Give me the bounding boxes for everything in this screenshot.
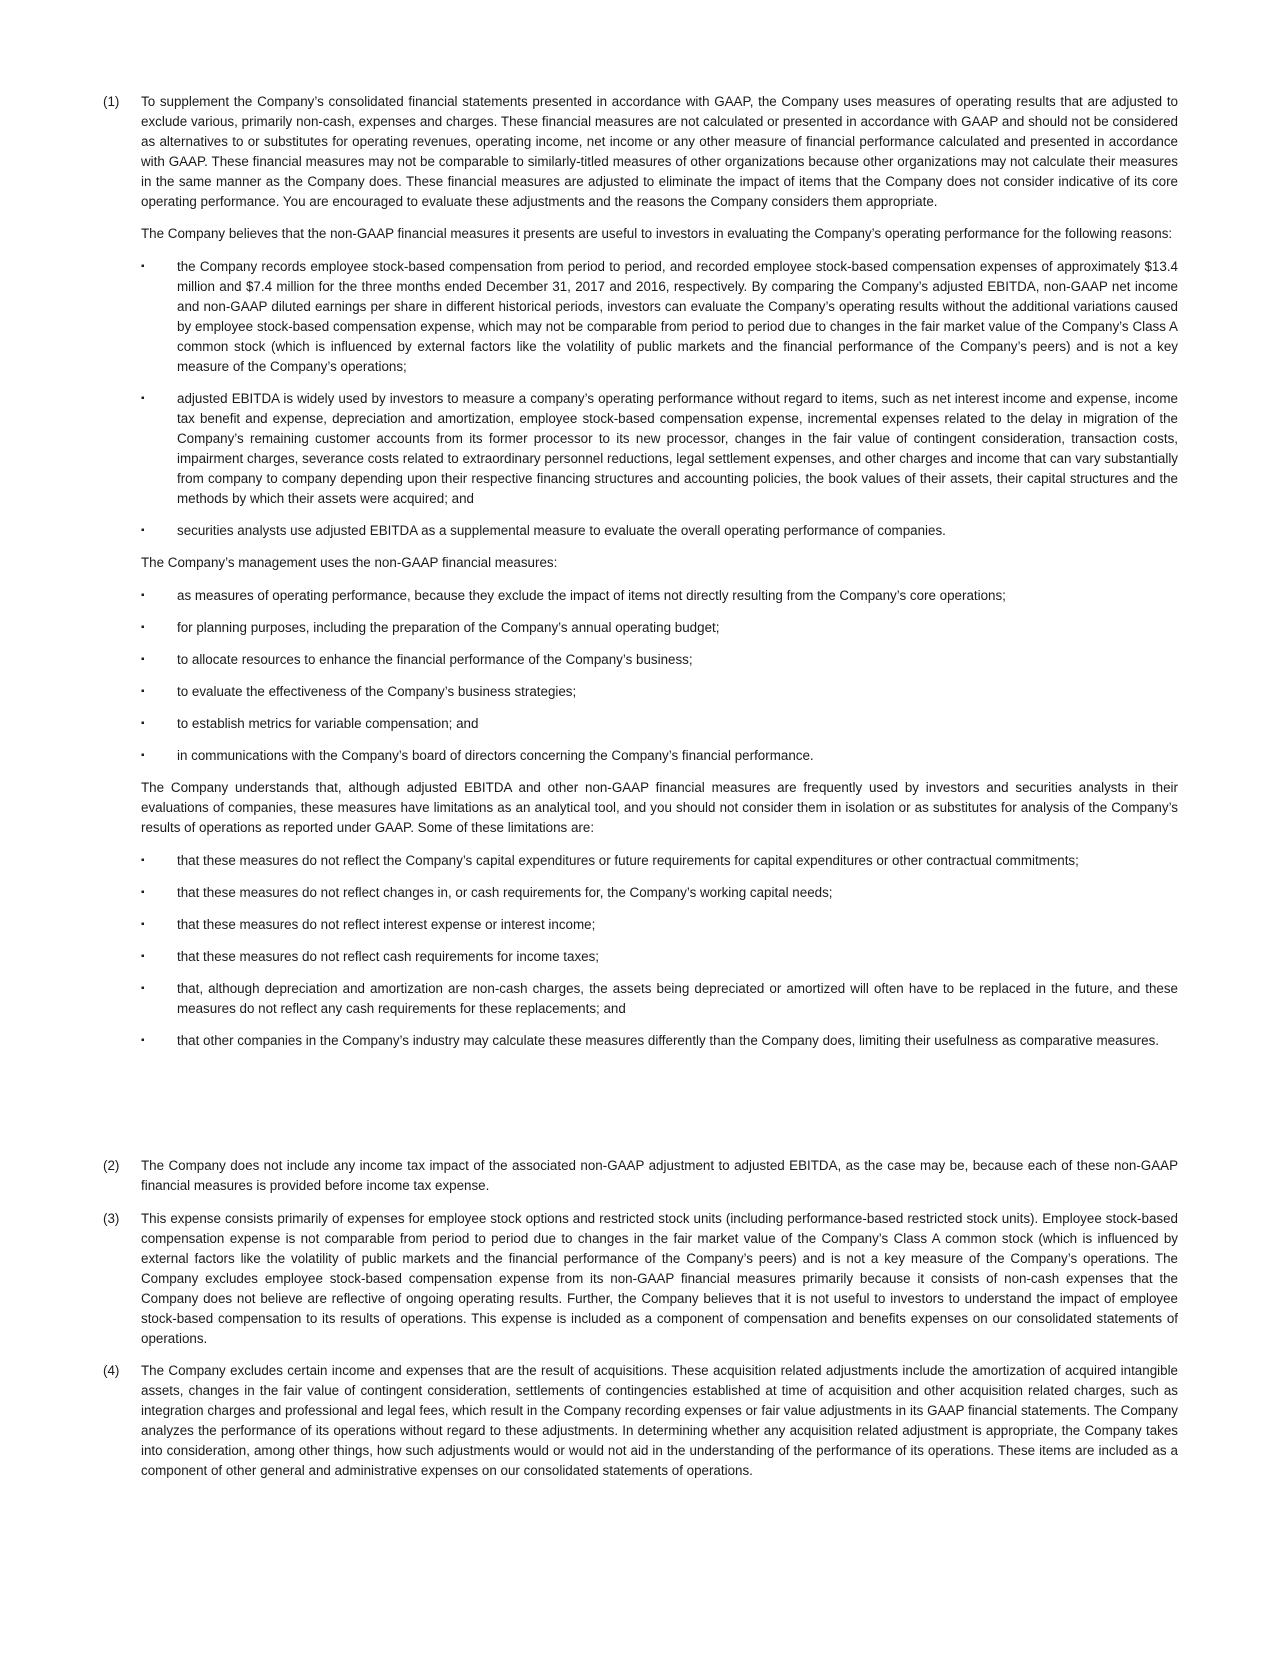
list-item: ▪ that these measures do not reflect cash requirements for income taxes;: [103, 947, 1178, 967]
bullet-icon: ▪: [141, 919, 145, 930]
footnote-number: (2): [103, 1158, 120, 1173]
footnote-3: [103, 1209, 1178, 1349]
list-item: ▪ that, although depreciation and amortization are non-cash charges, the assets being depreciated or amortized will often have to be replaced in the future, and these measures do not reflect any cash requirements for these replacements; and: [141, 981, 1178, 1016]
list-item: ▪ securities analysts use adjusted EBITDA as a supplemental measure to evaluate the overall operating performance of companies.: [103, 521, 1178, 541]
bullet-icon: ▪: [141, 718, 145, 729]
bullet-icon: ▪: [141, 951, 145, 962]
footnote-1-intro: To supplement the Company’s consolidated financial statements presented in accordance with GAAP, the Company uses measures of operating results that are adjusted to exclude various, primarily non-cash, expenses and charges. These financial measures are not calculated or presented in accordance with GAAP and should not be considered as alternatives to or substitutes for operating revenues, operating income, net income or any other measure of financial performance calculated and presented in accordance with GAAP. These financial measures may not be comparable to similarly-titled measures of other organizations because other organizations may not calculate their measures in the same manner as the Company does. These financial measures are adjusted to eliminate the impact of items that the Company does not consider indicative of its core operating performance. You are encouraged to evaluate these adjustments and the reasons the Company considers them appropriate.: [141, 94, 1178, 209]
list-item: ▪ that these measures do not reflect interest expense or interest income;: [103, 915, 1178, 935]
footnote-1: [103, 92, 1178, 1051]
footnote-number: (4): [103, 1363, 120, 1378]
bullet-icon: ▪: [141, 622, 145, 633]
bullet-icon: ▪: [141, 1035, 145, 1046]
footnote-3-text: This expense consists primarily of expenses for employee stock options and restricted stock units (including performance-based restricted stock units). Employee stock-based compensation expense is not comparable from period to period due to changes in the fair market value of the Company’s Class A common stock (which is influenced by external factors like the volatility of public markets and the financial performance of the Company’s peers) and is not a key measure of the Company’s operations. The Company excludes employee stock-based compensation expense from its non-GAAP financial measures primarily because it consists of non-cash expenses that the Company does not believe are reflective of ongoing operating results. Further, the Company believes that it is not useful to investors to understand the impact of employee stock-based compensation to its results of operations. This expense is included as a component of compensation and benefits expenses on our consolidated statements of operations.: [141, 1211, 1178, 1346]
limits-bullet-list: [103, 851, 1178, 1051]
list-item: ▪ to evaluate the effectiveness of the Company’s business strategies;: [103, 682, 1178, 702]
bullet-icon: ▪: [141, 393, 145, 404]
list-item: ▪ that these measures do not reflect the Company’s capital expenditures or future requirements for capital expenditures or other contractual commitments;: [103, 851, 1178, 871]
footnote-number: (1): [103, 94, 120, 109]
footnote-2: [103, 1156, 1178, 1196]
list-item: ▪ as measures of operating performance, because they exclude the impact of items not directly resulting from the Company’s core operations;: [103, 586, 1178, 606]
bullet-icon: ▪: [141, 983, 145, 994]
list-item: ▪ the Company records employee stock-based compensation from period to period, and recorded employee stock-based compensation expenses of approximately $13.4 million and $7.4 million for the three months ended December 31, 2017 and 2016, respectively. By comparing the Company’s adjusted EBITDA, non-GAAP net income and non-GAAP diluted earnings per share in different historical periods, investors can evaluate the Company’s operating results without the additional variations caused by employee stock-based compensation expense, which may not be comparable from period to period due to changes in the fair market value of the Company’s Class A common stock (which is influenced by external factors like the volatility of public markets and the financial performance of the Company’s peers) and is not a key measure of the Company’s operations;: [141, 259, 1178, 374]
list-item: ▪ for planning purposes, including the preparation of the Company’s annual operating budget;: [103, 618, 1178, 638]
list-item: ▪ that other companies in the Company’s industry may calculate these measures differently than the Company does, limiting their usefulness as comparative measures.: [103, 1031, 1178, 1051]
useful-intro: The Company believes that the non-GAAP financial measures it presents are useful to investors in evaluating the Company’s operating performance for the following reasons:: [141, 226, 1173, 241]
useful-bullet-list: [103, 257, 1178, 541]
footnote-4-text: The Company excludes certain income and expenses that are the result of acquisitions. These acquisition related adjustments include the amortization of acquired intangible assets, changes in the fair value of contingent consideration, settlements of contingencies established at time of acquisition and other acquisition related charges, such as integration charges and professional and legal fees, which result in the Company recording expenses or fair value adjustments in its GAAP financial statements. The Company analyzes the performance of its operations without regard to these adjustments. In determining whether any acquisition related adjustment is appropriate, the Company takes into consideration, among other things, how such adjustments would or would not aid in the understanding of the performance of its operations. These items are included as a component of other general and administrative expenses on our consolidated statements of operations.: [141, 1363, 1178, 1478]
bullet-icon: ▪: [141, 686, 145, 697]
bullet-icon: ▪: [141, 590, 145, 601]
list-item: ▪ that these measures do not reflect changes in, or cash requirements for, the Company’s working capital needs;: [103, 883, 1178, 903]
footnote-2-text: The Company does not include any income tax impact of the associated non-GAAP adjustment to adjusted EBITDA, as the case may be, because each of these non-GAAP financial measures is provided before income tax expense.: [141, 1158, 1178, 1193]
bullet-icon: ▪: [141, 855, 145, 866]
mgmt-bullet-list: [103, 586, 1178, 766]
bullet-icon: ▪: [141, 887, 145, 898]
list-item: ▪ to establish metrics for variable compensation; and: [103, 714, 1178, 734]
bullet-icon: ▪: [141, 654, 145, 665]
bullet-icon: ▪: [141, 750, 145, 761]
limits-intro: The Company understands that, although adjusted EBITDA and other non-GAAP financial measures are frequently used by investors and securities analysts in their evaluations of companies, these measures have limitations as an analytical tool, and you should not consider them in isolation or as substitutes for analysis of the Company’s results of operations as reported under GAAP. Some of these limitations are:: [141, 780, 1178, 835]
list-item: ▪ to allocate resources to enhance the financial performance of the Company’s business;: [103, 650, 1178, 670]
mgmt-intro: The Company’s management uses the non-GAAP financial measures:: [141, 555, 558, 570]
list-item: ▪ in communications with the Company’s board of directors concerning the Company’s financial performance.: [103, 746, 1178, 766]
bullet-icon: ▪: [141, 525, 145, 536]
footnote-4: [103, 1361, 1178, 1481]
bullet-icon: ▪: [141, 261, 145, 272]
footnote-number: (3): [103, 1211, 120, 1226]
list-item: ▪ adjusted EBITDA is widely used by investors to measure a company’s operating performance without regard to items, such as net interest income and expense, income tax benefit and expense, depreciation and amortization, employee stock-based compensation expense, incremental expenses related to the delay in migration of the Company’s remaining customer accounts from its former processor to its new processor, changes in the fair value of contingent consideration, transaction costs, impairment charges, severance costs related to extraordinary personnel reductions, legal settlement expenses, and other charges and income that can vary substantially from company to company depending upon their respective financing structures and accounting policies, the book values of their assets, their capital structures and the methods by which their assets were acquired; and: [141, 391, 1178, 506]
